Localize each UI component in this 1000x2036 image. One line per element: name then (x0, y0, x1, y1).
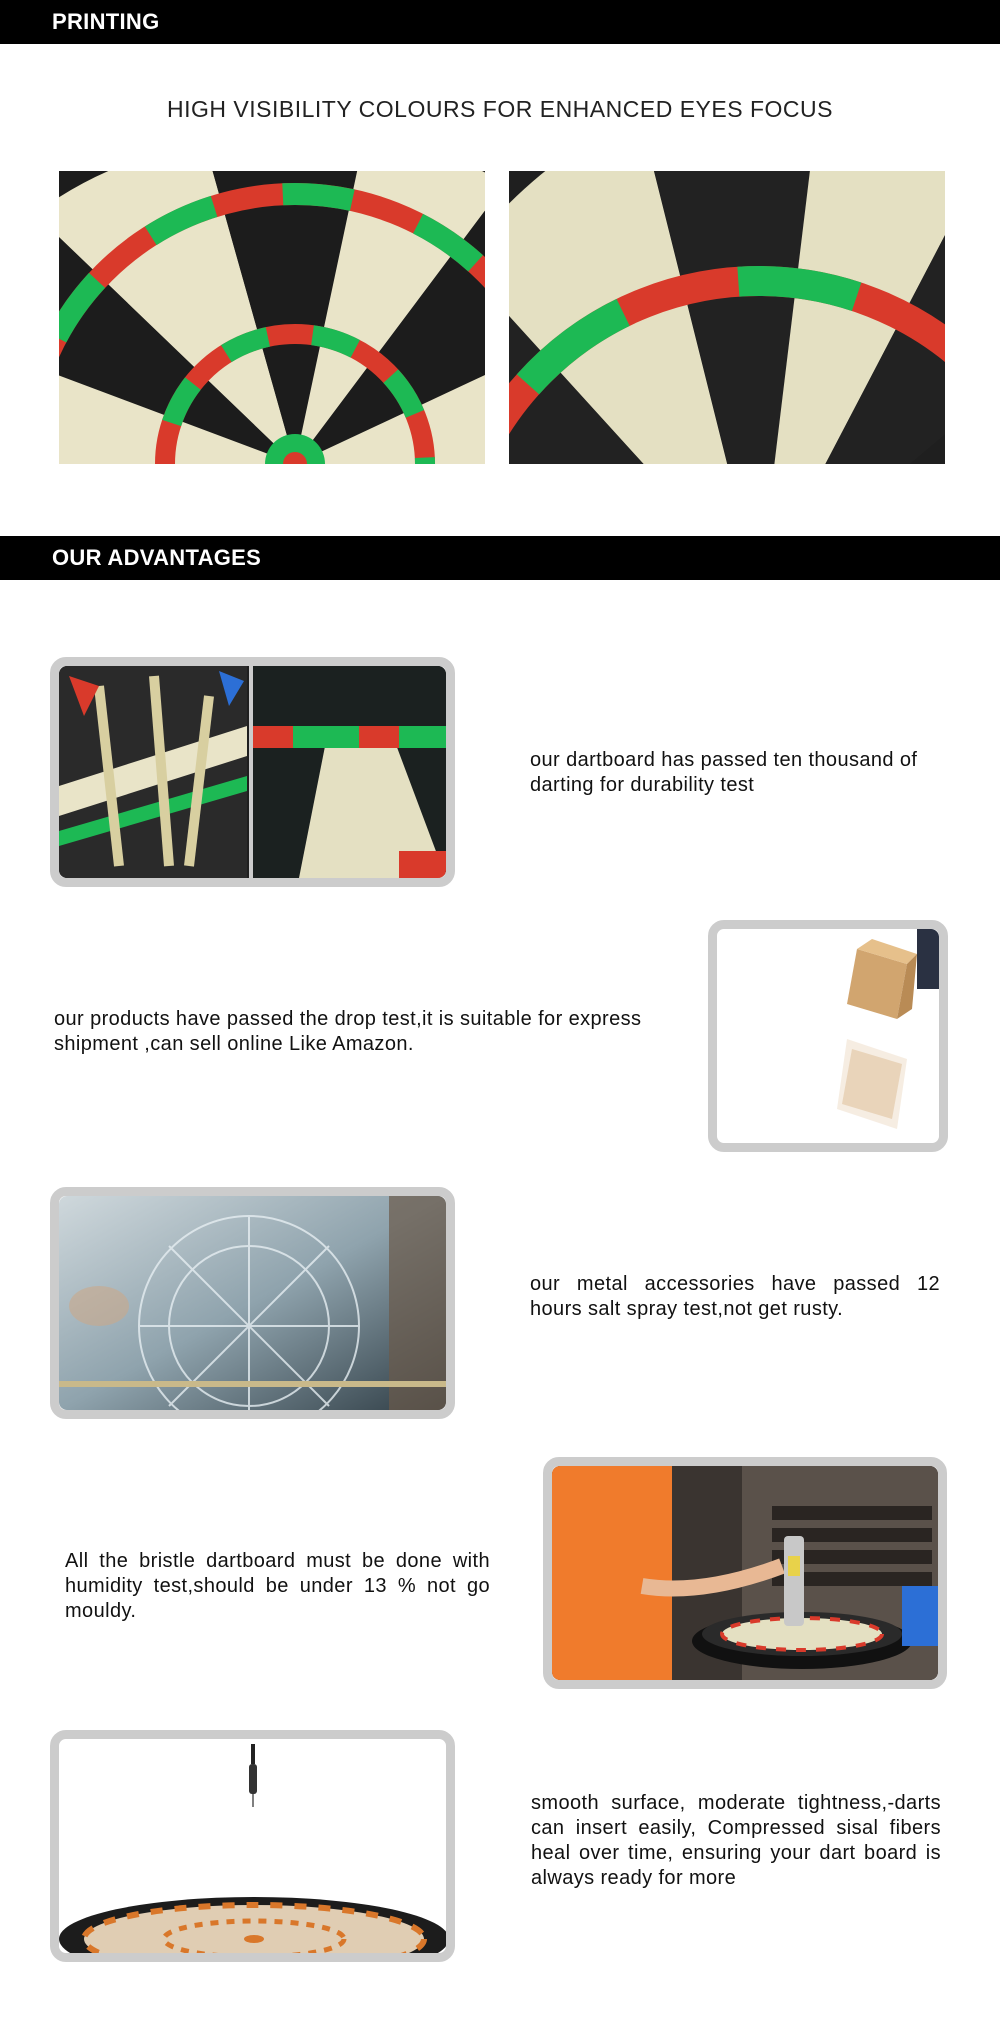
drop-test-photo (708, 920, 948, 1152)
printing-section-title: PRINTING (52, 9, 160, 34)
smooth-surface-photo (50, 1730, 455, 1962)
advantage-text-smooth-surface: smooth surface, moderate tightness,-darts can insert easily, Compressed sisal fibers heal over time, ensuring your dart board is always ready for more (531, 1792, 941, 1889)
advantages-section-title: OUR ADVANTAGES (52, 545, 262, 570)
humidity-test-photo (543, 1457, 947, 1689)
dartboard-closeup-photo-right (509, 171, 945, 464)
durability-test-photo (50, 657, 455, 887)
salt-spray-test-photo (50, 1187, 455, 1419)
board-segment-image (253, 666, 446, 878)
advantages-header-band (0, 536, 1000, 580)
darts-in-board-image (59, 666, 247, 878)
printing-header-band (0, 0, 1000, 44)
printing-subtitle: HIGH VISIBILITY COLOURS FOR ENHANCED EYES FOCUS (167, 96, 833, 122)
advantage-text-durability: our dartboard has passed ten thousand of darting for durability test (530, 749, 918, 796)
dartboard-closeup-photo-left (59, 171, 485, 464)
advantage-text-drop-test: our products have passed the drop test,it is suitable for express shipment ,can sell online Like Amazon. (54, 1008, 642, 1055)
advantage-text-salt-spray: our metal accessories have passed 12 hours salt spray test,not get rusty. (530, 1273, 940, 1320)
advantage-text-humidity: All the bristle dartboard must be done with humidity test,should be under 13 % not go mouldy. (65, 1550, 490, 1622)
